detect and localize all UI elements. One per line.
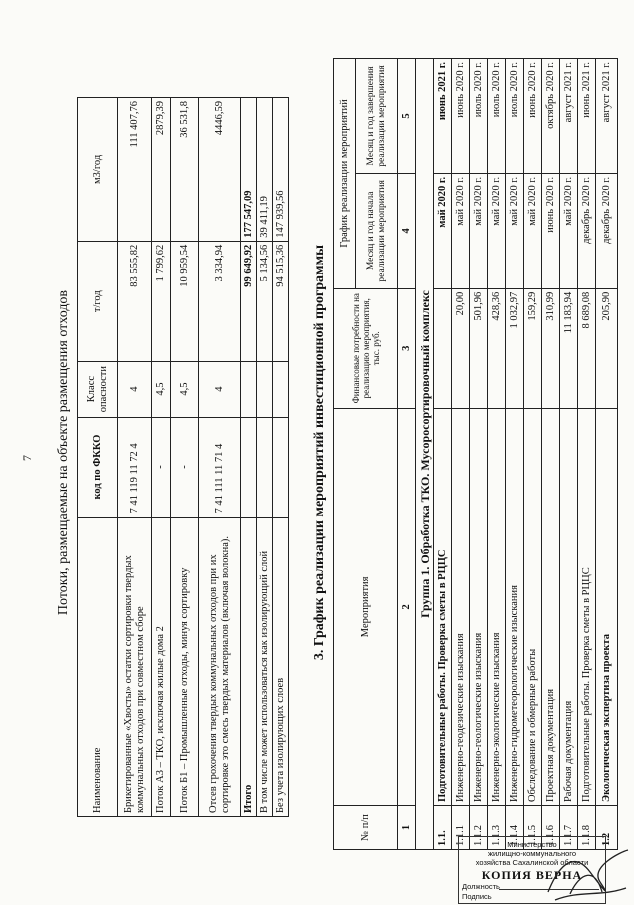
table-row [434,59,452,850]
cell-tons: 3 334,94 [199,241,241,361]
cell-finance: 501,96 [470,288,488,408]
cell-num: 1.1.8 [578,806,596,850]
cell-name: Брикетированные «Хвосты» остатки сортировки твердых коммунальных отходов при совместном сборе [118,517,152,816]
cell-class: 4,5 [171,361,199,417]
index-cell: 4 [398,173,416,288]
cell-tons: 5 134,56 [257,241,273,361]
cell-tons: 10 959,54 [171,241,199,361]
cell-start: май 2020 г. [560,173,578,288]
cell-name: Отсев грохочения твердых коммунальных отходов при их сортировке это смесь твердых материалов (включая волокна). [199,517,241,816]
cell-num: 1.1.6 [542,806,560,850]
cell-m3: 2879,39 [152,98,171,242]
col-header-class: Класс опасности [78,361,118,417]
cell-start: май 2020 г. [470,173,488,288]
cell-end: август 2021 г. [560,59,578,174]
col-header-start: Месяц и год начала реализации мероприятия [356,173,398,288]
section-title-flows: Потоки, размещаемые на объекте размещения отходов [56,289,71,616]
col-header-name: Наименование [78,517,118,816]
cell-m3: 36 531,8 [171,98,199,242]
table-row [524,59,542,850]
cell-finance: 11 183,94 [560,288,578,408]
index-cell: 3 [398,288,416,408]
cell-finance: 159,29 [524,288,542,408]
cell-start: май 2020 г. [524,173,542,288]
cell-fkko: 7 41 119 11 72 4 [118,417,152,517]
cell-finance: 8 689,08 [578,288,596,408]
cell-finance: 20,00 [452,288,470,408]
cell-end: июнь 2021 г. [434,59,452,174]
cell-end: июль 2020 г. [488,59,506,174]
table-row [470,59,488,850]
col-header-finance: Финансовые потребности на реализацию мероприятия, тыс. руб. [334,288,398,408]
cell-num: 1.1.1 [452,806,470,850]
table-row [560,59,578,850]
cell-finance: 428,36 [488,288,506,408]
cell-m3: 147 939,56 [273,98,289,242]
cell-tons: 83 555,82 [118,241,152,361]
section-title-schedule: 3. График реализации мероприятий инвестиционной программы [312,244,327,661]
cell-finance [434,288,452,408]
col-header-end: Месяц и год завершения реализации мероприятия [356,59,398,174]
cell-fkko: 7 41 111 11 71 4 [199,417,241,517]
schedule-table [333,58,618,850]
cell-activity: Подготовительные работы. Проверка сметы в РЦЦС [434,408,452,805]
cell-end: октябрь 2020 г. [542,59,560,174]
col-header-schedule: График реализации мероприятий [334,59,356,289]
cell-fkko: - [171,417,199,517]
table-header-row [334,59,356,850]
table-row [488,59,506,850]
cell-activity: Инженерно-геологические изыскания [470,408,488,805]
cell-end: июль 2020 г. [506,59,524,174]
cell-name: Итого [241,517,257,816]
cell-name: Без учета изолирующих слоев [273,517,289,816]
cell-name: Поток Б1 – Промышленные отходы, минуя сортировку [171,517,199,816]
cell-tons: 94 515,36 [273,241,289,361]
cell-start: май 2020 г. [434,173,452,288]
cell-name: В том числе может использоваться как изолирующий слой [257,517,273,816]
table-row [199,98,241,817]
cell-end: июнь 2021 г. [578,59,596,174]
page-number: 7 [20,455,34,461]
cell-m3: 177 547,09 [241,98,257,242]
col-header-num: № п/п [334,806,398,850]
table-row [273,98,289,817]
cell-start: май 2020 г. [452,173,470,288]
cell-fkko: - [152,417,171,517]
cell-end: июнь 2020 г. [524,59,542,174]
cell-name: Поток А3 – ТКО, исключая жилые дома 2 [152,517,171,816]
cell-start: декабрь 2020 г. [578,173,596,288]
cell-activity: Обследование и обмерные работы [524,408,542,805]
cell-activity: Инженерно-гидрометеорологические изыскания [506,408,524,805]
cell-start: июнь 2020 г. [542,173,560,288]
cell-activity: Инженерно-геодезические изыскания [452,408,470,805]
stamp-copy-text: КОПИЯ ВЕРНА [481,868,583,882]
cell-class: 4,5 [152,361,171,417]
table-row [506,59,524,850]
signature-scribble [540,842,632,904]
cell-end: июль 2020 г. [470,59,488,174]
cell-num: 1.1.2 [470,806,488,850]
table-row [596,59,618,850]
cell-finance: 205,90 [596,288,618,408]
table-header-row [78,98,118,817]
stamp-position-label: Должность [462,882,500,891]
index-cell: 5 [398,59,416,174]
cell-class [241,361,257,417]
cell-fkko [273,417,289,517]
cell-activity: Подготовительные работы. Проверка сметы в РЦЦС [578,408,596,805]
col-header-tons: т/год [78,241,118,361]
cell-m3: 111 407,76 [118,98,152,242]
table-row [171,98,199,817]
cell-finance: 310,99 [542,288,560,408]
cell-num: 1.1.4 [506,806,524,850]
cell-num: 1.1.5 [524,806,542,850]
col-header-activity: Мероприятия [334,408,398,805]
cell-fkko [257,417,273,517]
cell-start: май 2020 г. [506,173,524,288]
index-cell: 1 [398,806,416,850]
table-row [257,98,273,817]
table-row [152,98,171,817]
cell-activity: Проектная документация [542,408,560,805]
cell-num: 1.1.3 [488,806,506,850]
cell-num: 1.2 [596,806,618,850]
cell-fkko [241,417,257,517]
cell-class: 4 [199,361,241,417]
cell-m3: 39 411,19 [257,98,273,242]
stamp-line-2: жилищно-коммунального [487,849,577,858]
stamp-signature-label: Подпись [462,892,492,901]
cell-num: 1.1.7 [560,806,578,850]
table-row-total [241,98,257,817]
cell-start: май 2020 г. [488,173,506,288]
cell-class [257,361,273,417]
cell-activity: Экологическая экспертиза проекта [596,408,618,805]
cell-activity: Инженерно-экологические изыскания [488,408,506,805]
table-row [578,59,596,850]
stamp-line-3: хозяйства Сахалинской области [475,858,589,867]
group-row [416,59,434,850]
table-row [542,59,560,850]
cell-end: август 2021 г. [596,59,618,174]
cell-end: июнь 2020 г. [452,59,470,174]
table-row [452,59,470,850]
col-header-m3: м3/год [78,98,118,242]
cell-m3: 4446,59 [199,98,241,242]
cell-start: декабрь 2020 г. [596,173,618,288]
cell-tons: 99 649,92 [241,241,257,361]
group-title: Группа 1. Обработка ТКО. Мусоросортировочный комплекс [416,59,434,850]
cell-finance: 1 032,97 [506,288,524,408]
cell-activity: Рабочая документация [560,408,578,805]
col-header-fkko: код по ФККО [78,417,118,517]
table-row [118,98,152,817]
stamp-line-1: Министерство [507,840,557,849]
cell-class: 4 [118,361,152,417]
cell-tons: 1 799,62 [152,241,171,361]
column-index-row [398,59,416,850]
index-cell: 2 [398,408,416,805]
cell-num: 1.1. [434,806,452,850]
waste-flows-table [77,97,289,817]
cell-class [273,361,289,417]
